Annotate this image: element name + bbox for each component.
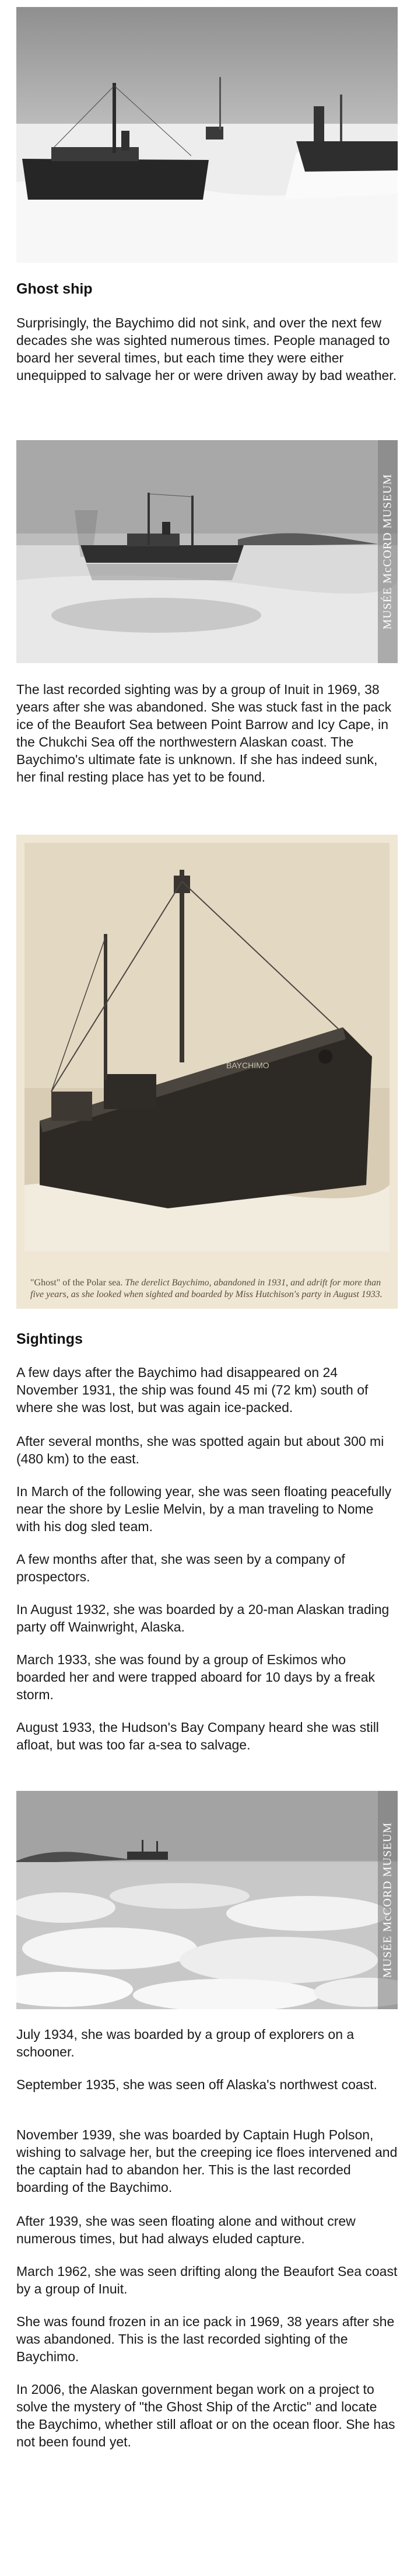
ship-sea-ice-image xyxy=(16,440,398,663)
caption-lead: "Ghost" of the Polar sea. xyxy=(30,1278,123,1288)
photo-caption xyxy=(30,1277,384,1301)
ghost-ship-heading: Ghost ship xyxy=(16,281,93,297)
sightings-paragraph-3: In March of the following year, she was seen floating peacefully near the shore by Leslie Melvin, by a man traveling to Nome with his dog sled team. xyxy=(16,1484,392,1534)
sightings-paragraph-1: A few days after the Baychimo had disappeared on 24 November 1931, the ship was found 45 mi (72 km) south of where she was lost, but was again ice-packed. xyxy=(16,1365,369,1415)
ghost-ship-paragraph-2: The last recorded sighting was by a group of Inuit in 1969, 38 years after she was abandoned. She was stuck fast in the pack ice of the Beaufort Sea between Point Barrow and Icy Cape, in the Chukchi Sea off the northwestern Alaskan coast. The Baychimo's ultimate fate is unknown. If she has indeed sunk, her final resting place has yet to be found. xyxy=(16,682,392,785)
watermark-strip xyxy=(378,440,398,663)
caption-body: The derelict Baychimo, abandoned in 1931, and adrift for more than five years, as she looked when sighted and boarded by Miss Hutchison's party in August 1933. xyxy=(30,1278,383,1299)
ship-in-ice-photo xyxy=(16,7,398,263)
ghost-ship-historic-photo xyxy=(16,835,398,1309)
sightings-paragraph-9: September 1935, she was seen off Alaska's northwest coast. xyxy=(16,2077,377,2092)
sightings-paragraph-5: In August 1932, she was boarded by a 20-man Alaskan trading party off Wainwright, Alaska. xyxy=(16,1602,390,1634)
sightings-paragraph-12: March 1962, she was seen drifting along the Beaufort Sea coast by a group of Inuit. xyxy=(16,2264,398,2296)
ghost-ship-paragraph-1: Surprisingly, the Baychimo did not sink, and over the next few decades she was sighted numerous times. People managed to board her several times, but each time they were either unequipped to salvage her or were driven away by bad weather. xyxy=(16,315,397,383)
sightings-paragraph-7: August 1933, the Hudson's Bay Company heard she was still afloat, but was too far a-sea to salvage. xyxy=(16,1720,379,1752)
pack-ice-photo xyxy=(16,1791,398,2009)
sightings-paragraph-10: November 1939, she was boarded by Captain Hugh Polson, wishing to salvage her, but the creeping ice floes intervened and the captain had to abandon her. This is the last recorded boarding of the Baychimo. xyxy=(16,2127,398,2195)
sightings-paragraph-6: March 1933, she was found by a group of Eskimos who boarded her and were trapped aboard for 10 days by a freak storm. xyxy=(16,1652,376,1702)
sightings-paragraph-11: After 1939, she was seen floating alone and without crew numerous times, but had always eluded capture. xyxy=(16,2214,356,2246)
museum-watermark: MUSÉE McCORD MUSEUM xyxy=(381,1822,394,1978)
museum-watermark: MUSÉE McCORD MUSEUM xyxy=(381,473,394,630)
sightings-paragraph-4: A few months after that, she was seen by a company of prospectors. xyxy=(16,1552,345,1584)
ship-in-ice-image xyxy=(16,7,398,263)
ship-sea-ice-photo xyxy=(16,440,398,663)
sightings-paragraph-2: After several months, she was spotted again but about 300 mi (480 km) to the east. xyxy=(16,1434,384,1466)
pack-ice-image xyxy=(16,1791,398,2009)
sightings-paragraph-13: She was found frozen in an ice pack in 1969, 38 years after she was abandoned. This is the last recorded sighting of the Baychimo. xyxy=(16,2314,395,2364)
sightings-paragraph-14: In 2006, the Alaskan government began work on a project to solve the mystery of "the Ghost Ship of the Arctic" and locate the Baychimo, whether still afloat or on the ocean floor. She has not been found yet. xyxy=(16,2382,395,2449)
ghost-ship-historic-image xyxy=(16,835,398,1309)
watermark-strip xyxy=(378,1791,398,2009)
ship-name-label: BAYCHIMO xyxy=(226,1061,269,1070)
sightings-paragraph-8: July 1934, she was boarded by a group of explorers on a schooner. xyxy=(16,2027,355,2059)
sightings-heading: Sightings xyxy=(16,1331,83,1347)
